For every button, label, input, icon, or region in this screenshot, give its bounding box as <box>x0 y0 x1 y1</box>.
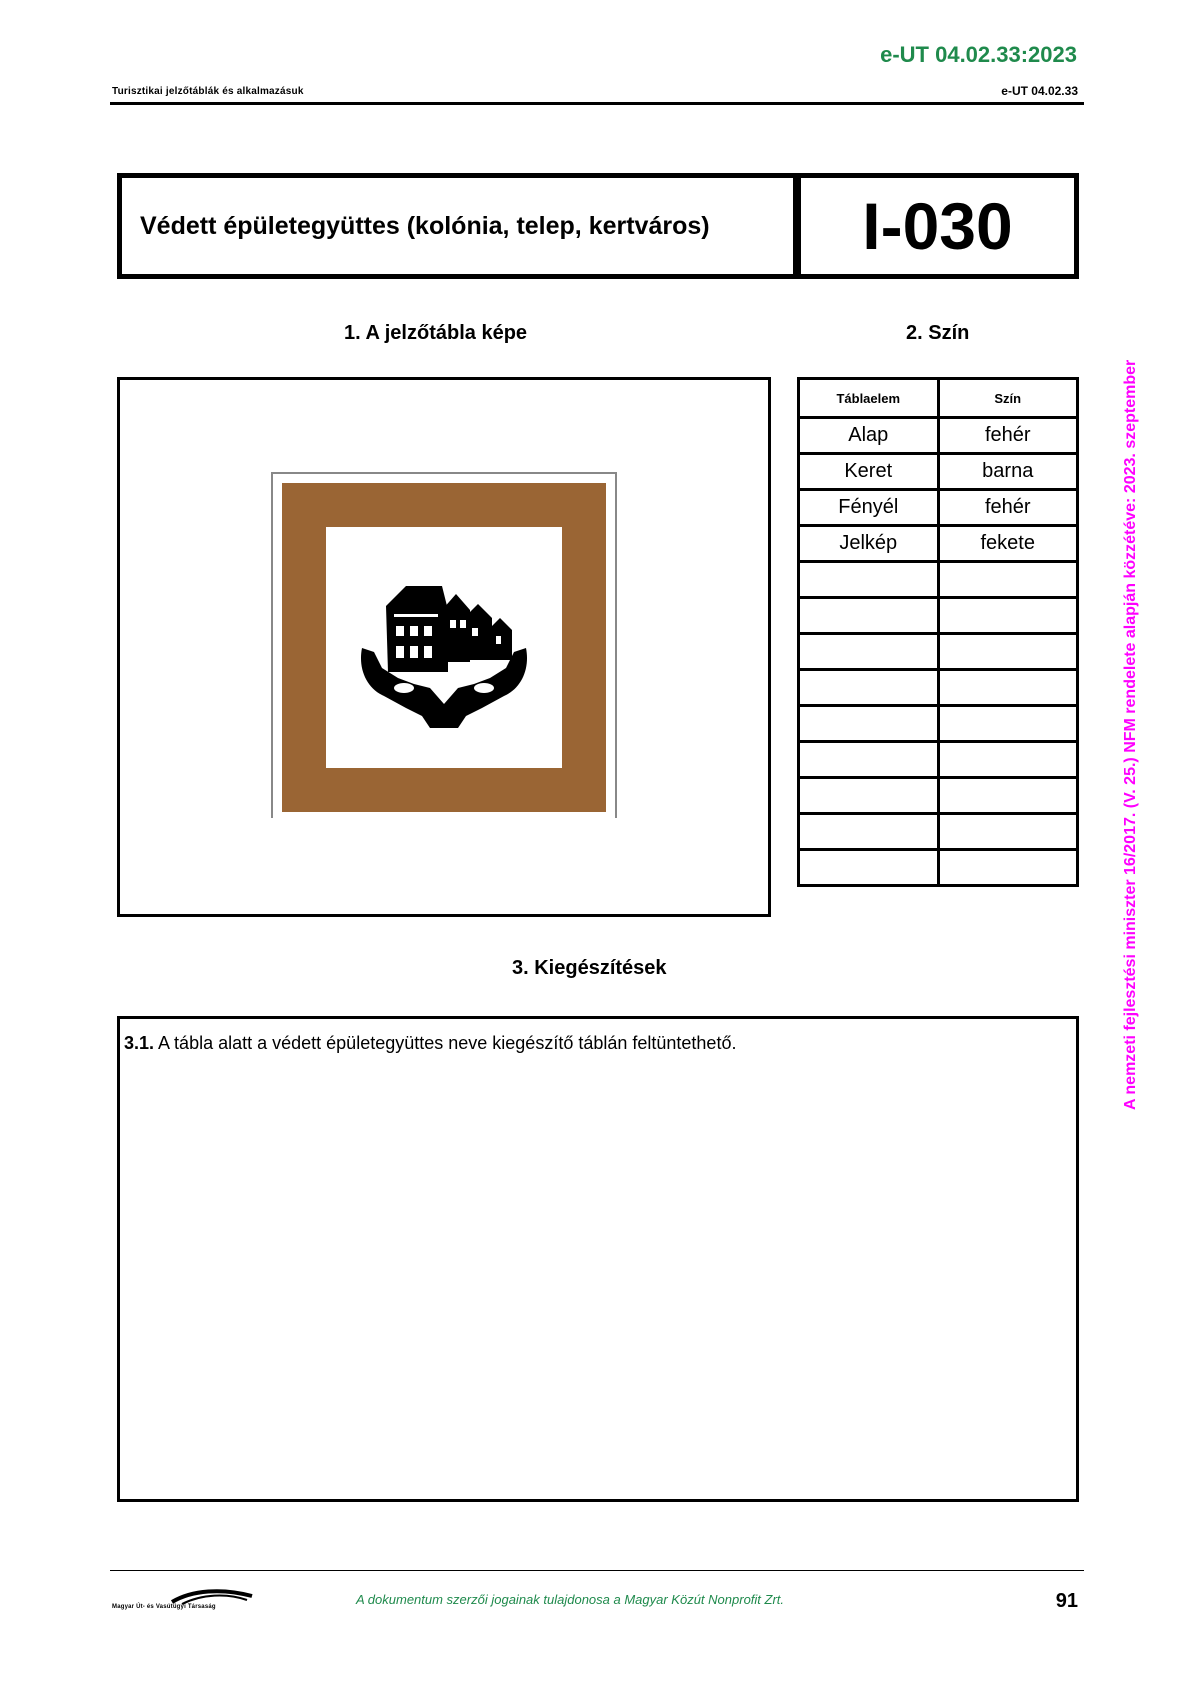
sign-white-field <box>326 527 562 768</box>
table-cell-element: Jelkép <box>799 526 939 562</box>
footer-logo-text: Magyar Út- és Vasútügyi Társaság <box>112 1604 216 1610</box>
document-code: e-UT 04.02.33:2023 <box>880 42 1077 67</box>
color-table-row <box>799 454 1078 490</box>
table-cell-color: fekete <box>938 526 1078 562</box>
note-text: A tábla alatt a védett épületegyüttes neve kiegészítő táblán feltüntethető. <box>158 1033 737 1053</box>
sign-image-panel <box>117 377 771 917</box>
color-table-header-element: Táblaelem <box>799 379 939 418</box>
footer-divider <box>110 1570 1084 1571</box>
color-table-empty-row <box>799 778 1078 814</box>
note-number: 3.1. <box>124 1033 155 1053</box>
color-table-empty-row <box>799 634 1078 670</box>
color-table-row <box>799 490 1078 526</box>
color-table-empty-row <box>799 742 1078 778</box>
sign-code: I-030 <box>798 178 1074 274</box>
protected-buildings-in-hands-icon <box>344 548 544 748</box>
running-header-title: Turisztikai jelzőtáblák és alkalmazásuk <box>112 86 304 97</box>
color-section-heading: 2. Szín <box>906 322 970 344</box>
table-cell-element: Keret <box>799 454 939 490</box>
color-table-empty-row <box>799 562 1078 598</box>
sign-title: Védett épületegyüttes (kolónia, telep, kertváros) <box>122 178 798 274</box>
color-table <box>797 377 1079 887</box>
color-table-empty-row <box>799 706 1078 742</box>
color-table-empty-row <box>799 598 1078 634</box>
sign-brown-frame <box>282 483 606 812</box>
notes-box <box>117 1016 1079 1502</box>
notes-section-heading: 3. Kiegészítések <box>512 957 667 979</box>
image-section-heading: 1. A jelzőtábla képe <box>344 322 528 344</box>
table-cell-color: barna <box>938 454 1078 490</box>
sign <box>271 472 617 818</box>
color-table-row <box>799 418 1078 454</box>
table-cell-color: fehér <box>938 490 1078 526</box>
header-divider <box>110 102 1084 105</box>
color-table-row <box>799 526 1078 562</box>
running-header-code: e-UT 04.02.33 <box>1001 84 1078 98</box>
title-box <box>117 173 1079 279</box>
table-cell-color: fehér <box>938 418 1078 454</box>
footer-copyright: A dokumentum szerzői jogainak tulajdonosa a Magyar Közút Nonprofit Zrt. <box>356 1592 785 1607</box>
color-table-empty-row <box>799 850 1078 886</box>
color-table-empty-row <box>799 814 1078 850</box>
color-table-header-row <box>799 379 1078 418</box>
table-cell-element: Alap <box>799 418 939 454</box>
publication-note: A nemzeti fejlesztési miniszter 16/2017. (V. 25.) NFM rendelete alapján közzétéve: 2023. szeptember <box>1122 359 1139 1110</box>
color-table-empty-row <box>799 670 1078 706</box>
page-number: 91 <box>1055 1590 1078 1612</box>
color-table-header-color: Szín <box>938 379 1078 418</box>
table-cell-element: Fényél <box>799 490 939 526</box>
